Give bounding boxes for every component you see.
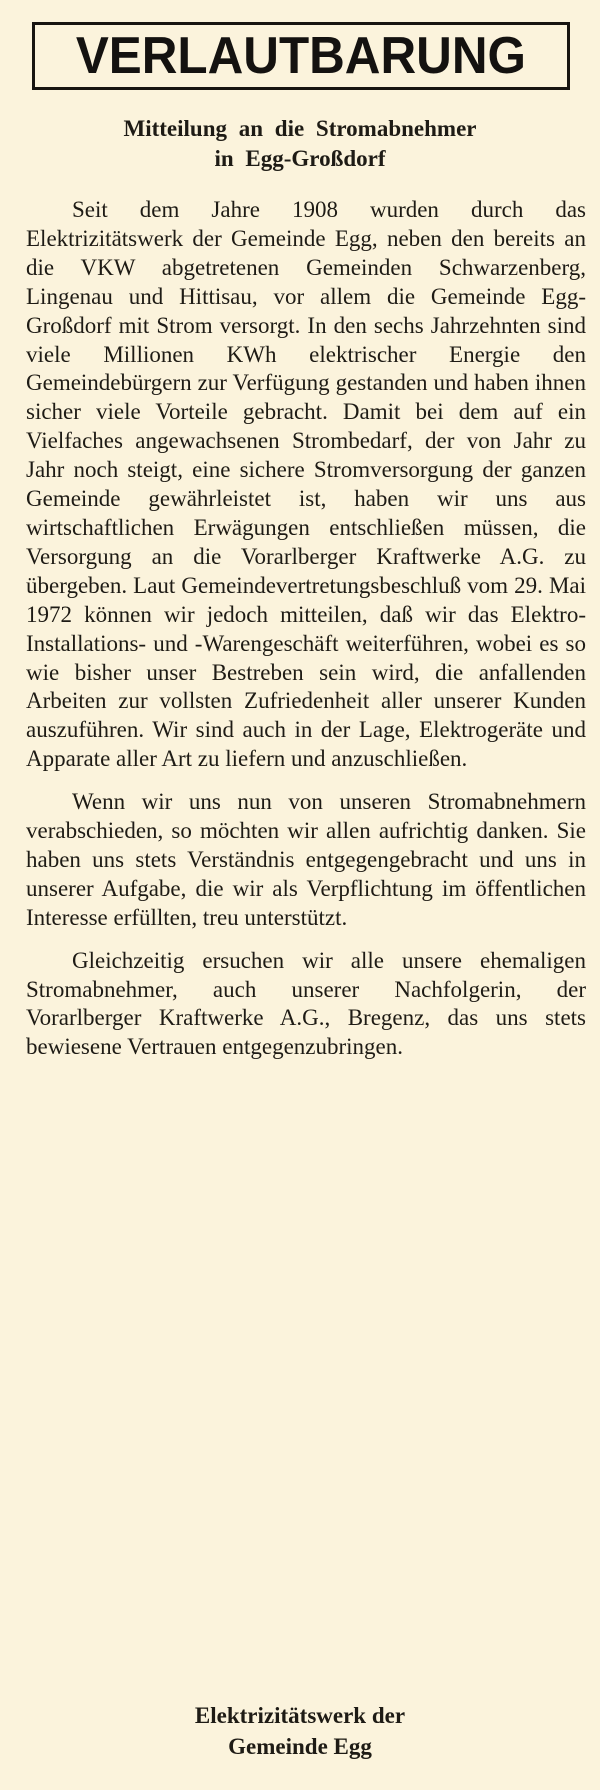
signature: [20, 1700, 580, 1762]
signature-line-2: Gemeinde Egg: [228, 1734, 372, 1759]
paragraph-3: Gleichzeitig ersuchen wir alle unsere ehemaligen Stromabnehmer, auch unserer Nachfolgerin, der Vorarlberger Kraftwerke A.G., Bregenz, das uns stets bewiesene Vertrauen entgegenzubringen.: [26, 947, 586, 1060]
headline: VERLAUTBARUNG: [75, 27, 527, 85]
signature-line-1: Elektrizitätswerk der: [194, 1703, 406, 1728]
subtitle-line-2: in Egg-Großdorf: [214, 146, 386, 171]
subtitle-line-1: Mitteilung an die Stromabnehmer: [123, 116, 477, 141]
article-body: [26, 196, 586, 1076]
paragraph-1: Seit dem Jahre 1908 wurden durch das Elektrizitätswerk der Gemeinde Egg, neben den bereits an die VKW abgetretenen Gemeinden Schwarzenberg, Lingenau und Hittisau, vor allem die Gemeinde Egg-Großdorf mit Strom versorgt. In den sechs Jahrzehnten sind viele Millionen KWh elektrischer Energie den Gemeindebürgern zur Verfügung gestanden und haben ihnen sicher viele Vorteile gebracht. Damit bei dem auf ein Vielfaches angewachsenen Strombedarf, der von Jahr zu Jahr noch steigt, eine sichere Stromversorgung der ganzen Gemeinde gewährleistet ist, haben wir uns aus wirtschaftlichen Erwägungen entschließen müssen, die Versorgung an die Vorarlberger Kraftwerke A.G. zu übergeben. Laut Gemeindevertretungsbeschluß vom 29. Mai 1972 können wir jedoch mitteilen, daß wir das Elektro-Installations- und -Warengeschäft weiterführen, wobei es so wie bisher unser Bestreben sein wird, die anfallenden Arbeiten zur vollsten Zufriedenheit aller unserer Kunden auszuführen. Wir sind auch in der Lage, Elektrogeräte und Apparate aller Art zu liefern und anzuschließen.: [26, 197, 586, 772]
subtitle: [20, 114, 580, 174]
paragraph-2: Wenn wir uns nun von unseren Stromabnehmern verabschieden, so möchten wir allen aufrichtig danken. Sie haben uns stets Verständnis entgegengebracht und uns in unserer Aufgabe, die wir als Verpflichtung im öffentlichen Interesse erfüllten, treu unterstützt.: [26, 789, 586, 930]
headline-box: [32, 22, 570, 90]
